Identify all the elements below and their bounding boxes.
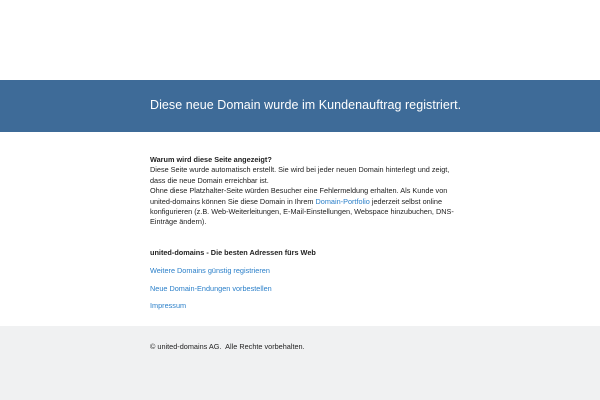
header-banner [0, 80, 600, 132]
info-paragraph-1: Diese Seite wurde automatisch erstellt. Sie wird bei jeder neuen Domain hinterlegt und zeigt, dass die neue Domain erreichbar ist. [150, 165, 450, 185]
copyright-text: © united-domains AG. Alle Rechte vorbehalten. [150, 342, 305, 351]
info-section [150, 155, 460, 228]
preorder-endings-link[interactable]: Neue Domain-Endungen vorbestellen [150, 283, 272, 293]
info-paragraph-2-start: Ohne diese Platzhalter-Seite würden Besucher eine Fehlermeldung erhalten. Als Kunde von united-domains können Sie diese Domain in Ihrem [150, 186, 448, 206]
domain-portfolio-link[interactable]: Domain-Portfolio [315, 196, 370, 206]
top-whitespace [0, 0, 600, 80]
register-domains-link[interactable]: Weitere Domains günstig registrieren [150, 266, 270, 275]
info-paragraph-2-end: jederzeit selbst online konfigurieren (z.B. Web-Weiterleitungen, E-Mail-Einstellungen, Webspace hinzubuchen, DNS-Einträge ändern). [150, 196, 454, 227]
link-list [150, 266, 272, 319]
banner-title: Diese neue Domain wurde im Kundenauftrag registriert. [150, 98, 462, 112]
info-paragraph-2 [150, 186, 460, 228]
footer [0, 326, 600, 400]
impressum-link[interactable]: Impressum [150, 301, 187, 310]
brand-heading: united-domains - Die besten Adressen fürs Web [150, 248, 316, 257]
info-heading: Warum wird diese Seite angezeigt? [150, 155, 272, 164]
